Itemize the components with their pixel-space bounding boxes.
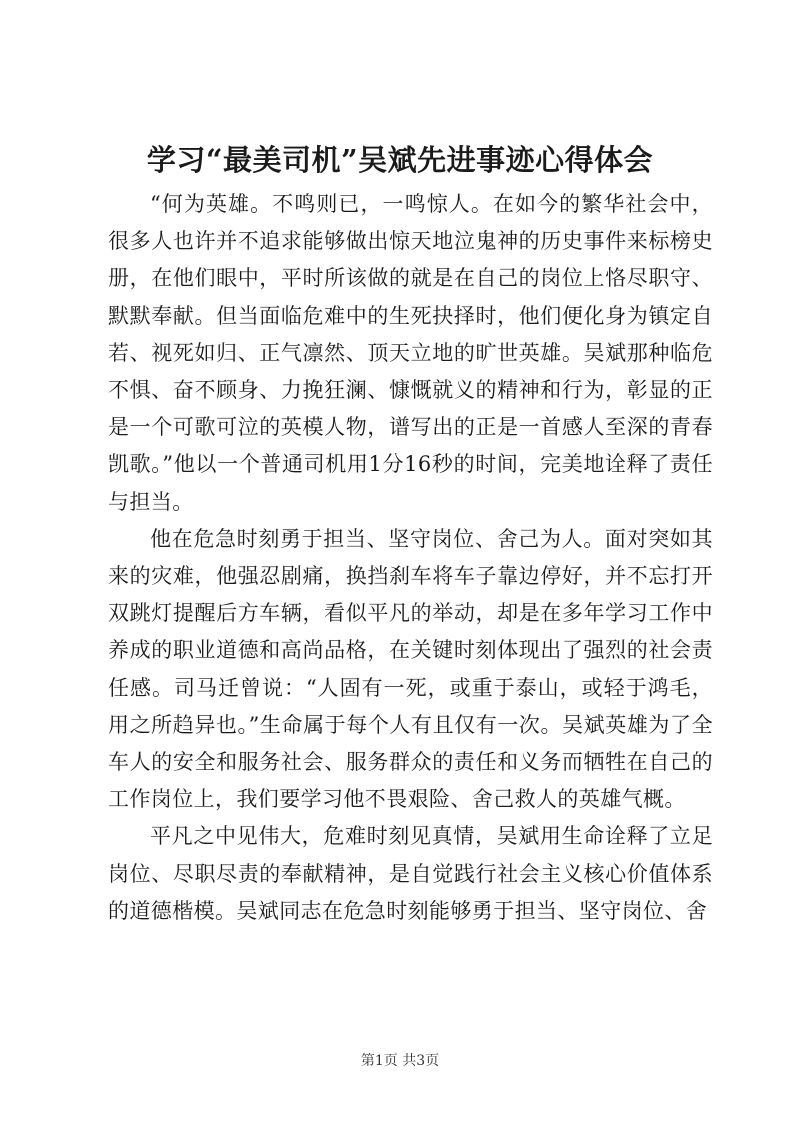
document-body xyxy=(108,186,713,930)
page-number-footer: 第1页 共3页 xyxy=(360,1053,440,1069)
paragraph: 他在危急时刻勇于担当、坚守岗位、舍己为人。面对突如其来的灾难，他强忍剧痛，换挡刹车将车子靠边停好，并不忘打开双跳灯提醒后方车辆，看似平凡的举动，却是在多年学习工作中养成的职业道德和高尚品格，在关键时刻体现出了强烈的社会责任感。司马迁曾说：“人固有一死，或重于泰山，或轻于鸿毛，用之所趋异也。”生命属于每个人有且仅有一次。吴斌英雄为了全车人的安全和服务社会、服务群众的责任和义务而牺牲在自己的工作岗位上，我们要学习他不畏艰险、舍己救人的英雄气概。 xyxy=(108,526,713,812)
document-title: 学习“最美司机”吴斌先进事迹心得体会 xyxy=(146,143,654,177)
paragraph: 平凡之中见伟大，危难时刻见真情，吴斌用生命诠释了立足岗位、尽职尽责的奉献精神，是自觉践行社会主义核心价值体系的道德楷模。吴斌同志在危急时刻能够勇于担当、坚守岗位、舍 xyxy=(108,824,713,923)
paragraph: “何为英雄。不鸣则已，一鸣惊人。在如今的繁华社会中，很多人也许并不追求能够做出惊天地泣鬼神的历史事件来标榜史册，在他们眼中，平时所该做的就是在自己的岗位上恪尽职守、默默奉献。但当面临危难中的生死抉择时，他们便化身为镇定自若、视死如归、正气凛然、顶天立地的旷世英雄。吴斌那种临危不惧、奋不顾身、力挽狂澜、慷慨就义的精神和行为，彰显的正是一个可歌可泣的英模人物，谱写出的正是一首感人至深的青春凯歌。”他以一个普通司机用1分16秒的时间，完美地诠释了责任与担当。 xyxy=(108,192,713,514)
